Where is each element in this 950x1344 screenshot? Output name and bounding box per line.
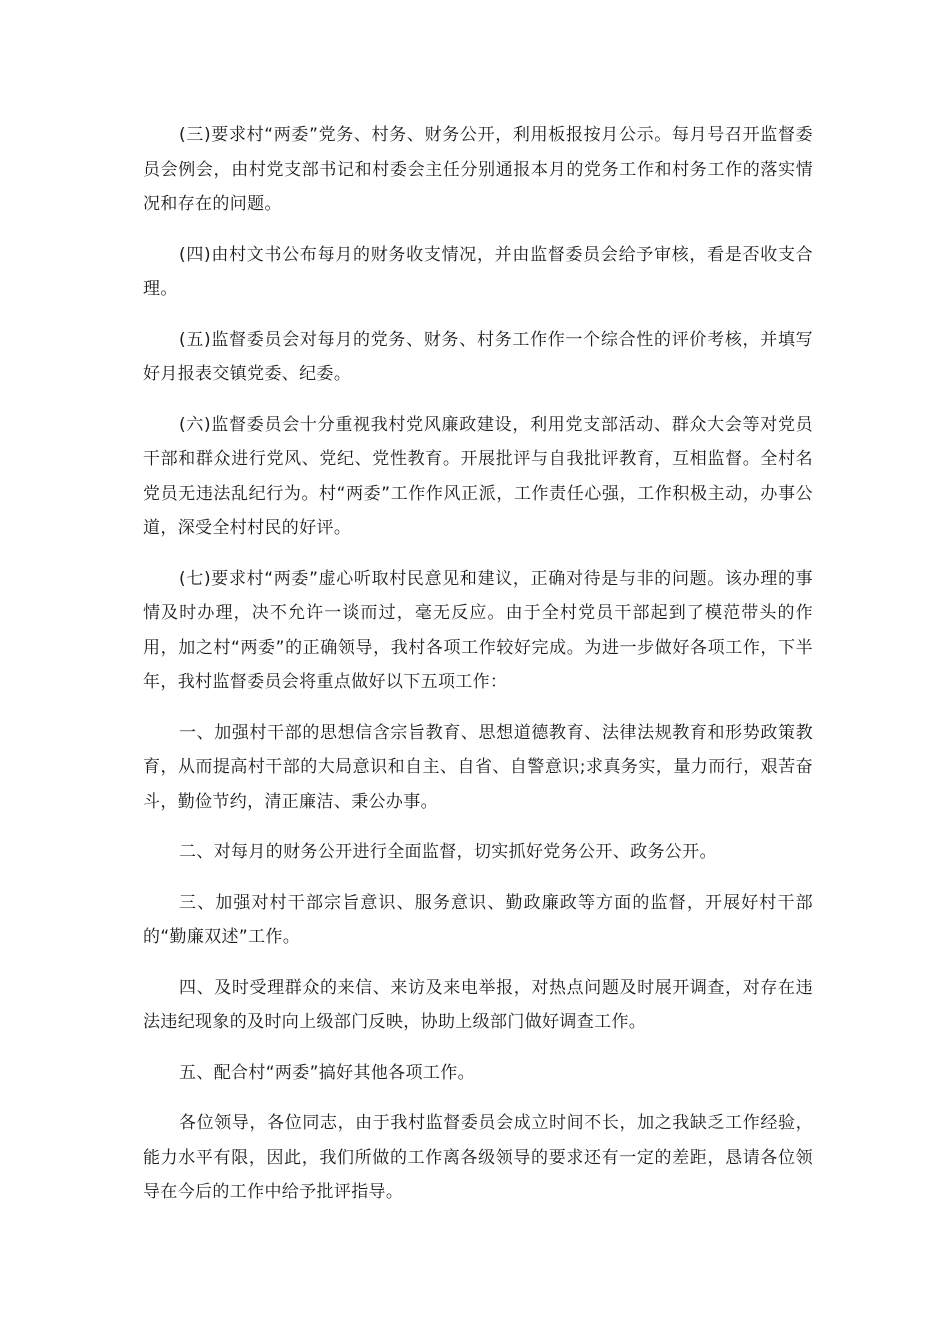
closing-paragraph: 各位领导，各位同志，由于我村监督委员会成立时间不长，加之我缺乏工作经验，能力水平有限，因此，我们所做的工作离各级领导的要求还有一定的差距，恳请各位领导在今后的工作中给予批评指导。 (143, 1113, 813, 1202)
work-item-3: 三、加强对村干部宗旨意识、服务意识、勤政廉政等方面的监督，开展好村干部的“勤廉双述”工作。 (143, 892, 813, 947)
work-item-1: 一、加强村干部的思想信含宗旨教育、思想道德教育、法律法规教育和形势政策教育，从而提高村干部的大局意识和自主、自省、自警意识;求真务实，量力而行，艰苦奋斗，勤俭节约，清正廉洁、秉公办事。 (143, 722, 813, 812)
document-body (143, 118, 813, 1226)
work-item-5: 五、配合村“两委”搞好其他各项工作。 (179, 1062, 475, 1083)
paragraph-5: (五)监督委员会对每月的党务、财务、村务工作作一个综合性的评价考核，并填写好月报表交镇党委、纪委。 (143, 329, 813, 384)
paragraph-7: (七)要求村“两委”虚心听取村民意见和建议，正确对待是与非的问题。该办理的事情及时办理，决不允许一谈而过，毫无反应。由于全村党员干部起到了模范带头的作用，加之村“两委”的正确领导，我村各项工作较好完成。为进一步做好各项工作，下半年，我村监督委员会将重点做好以下五项工作： (143, 568, 813, 692)
work-item-2: 二、对每月的财务公开进行全面监督，切实抓好党务公开、政务公开。 (179, 842, 717, 862)
paragraph-6: (六)监督委员会十分重视我村党风廉政建设，利用党支部活动、群众大会等对党员干部和群众进行党风、党纪、党性教育。开展批评与自我批评教育，互相监督。全村名党员无违法乱纪行为。村“两委”工作作风正派，工作责任心强，工作积极主动，办事公道，深受全村村民的好评。 (143, 414, 813, 538)
paragraph-4: (四)由村文书公布每月的财务收支情况，并由监督委员会给予审核，看是否收支合理。 (143, 244, 813, 299)
work-item-4: 四、及时受理群众的来信、来访及来电举报，对热点问题及时展开调查，对存在违法违纪现象的及时向上级部门反映，协助上级部门做好调查工作。 (143, 977, 813, 1032)
paragraph-3: (三)要求村“两委”党务、村务、财务公开，利用板报按月公示。每月号召开监督委员会例会，由村党支部书记和村委会主任分别通报本月的党务工作和村务工作的落实情况和存在的问题。 (143, 125, 813, 214)
